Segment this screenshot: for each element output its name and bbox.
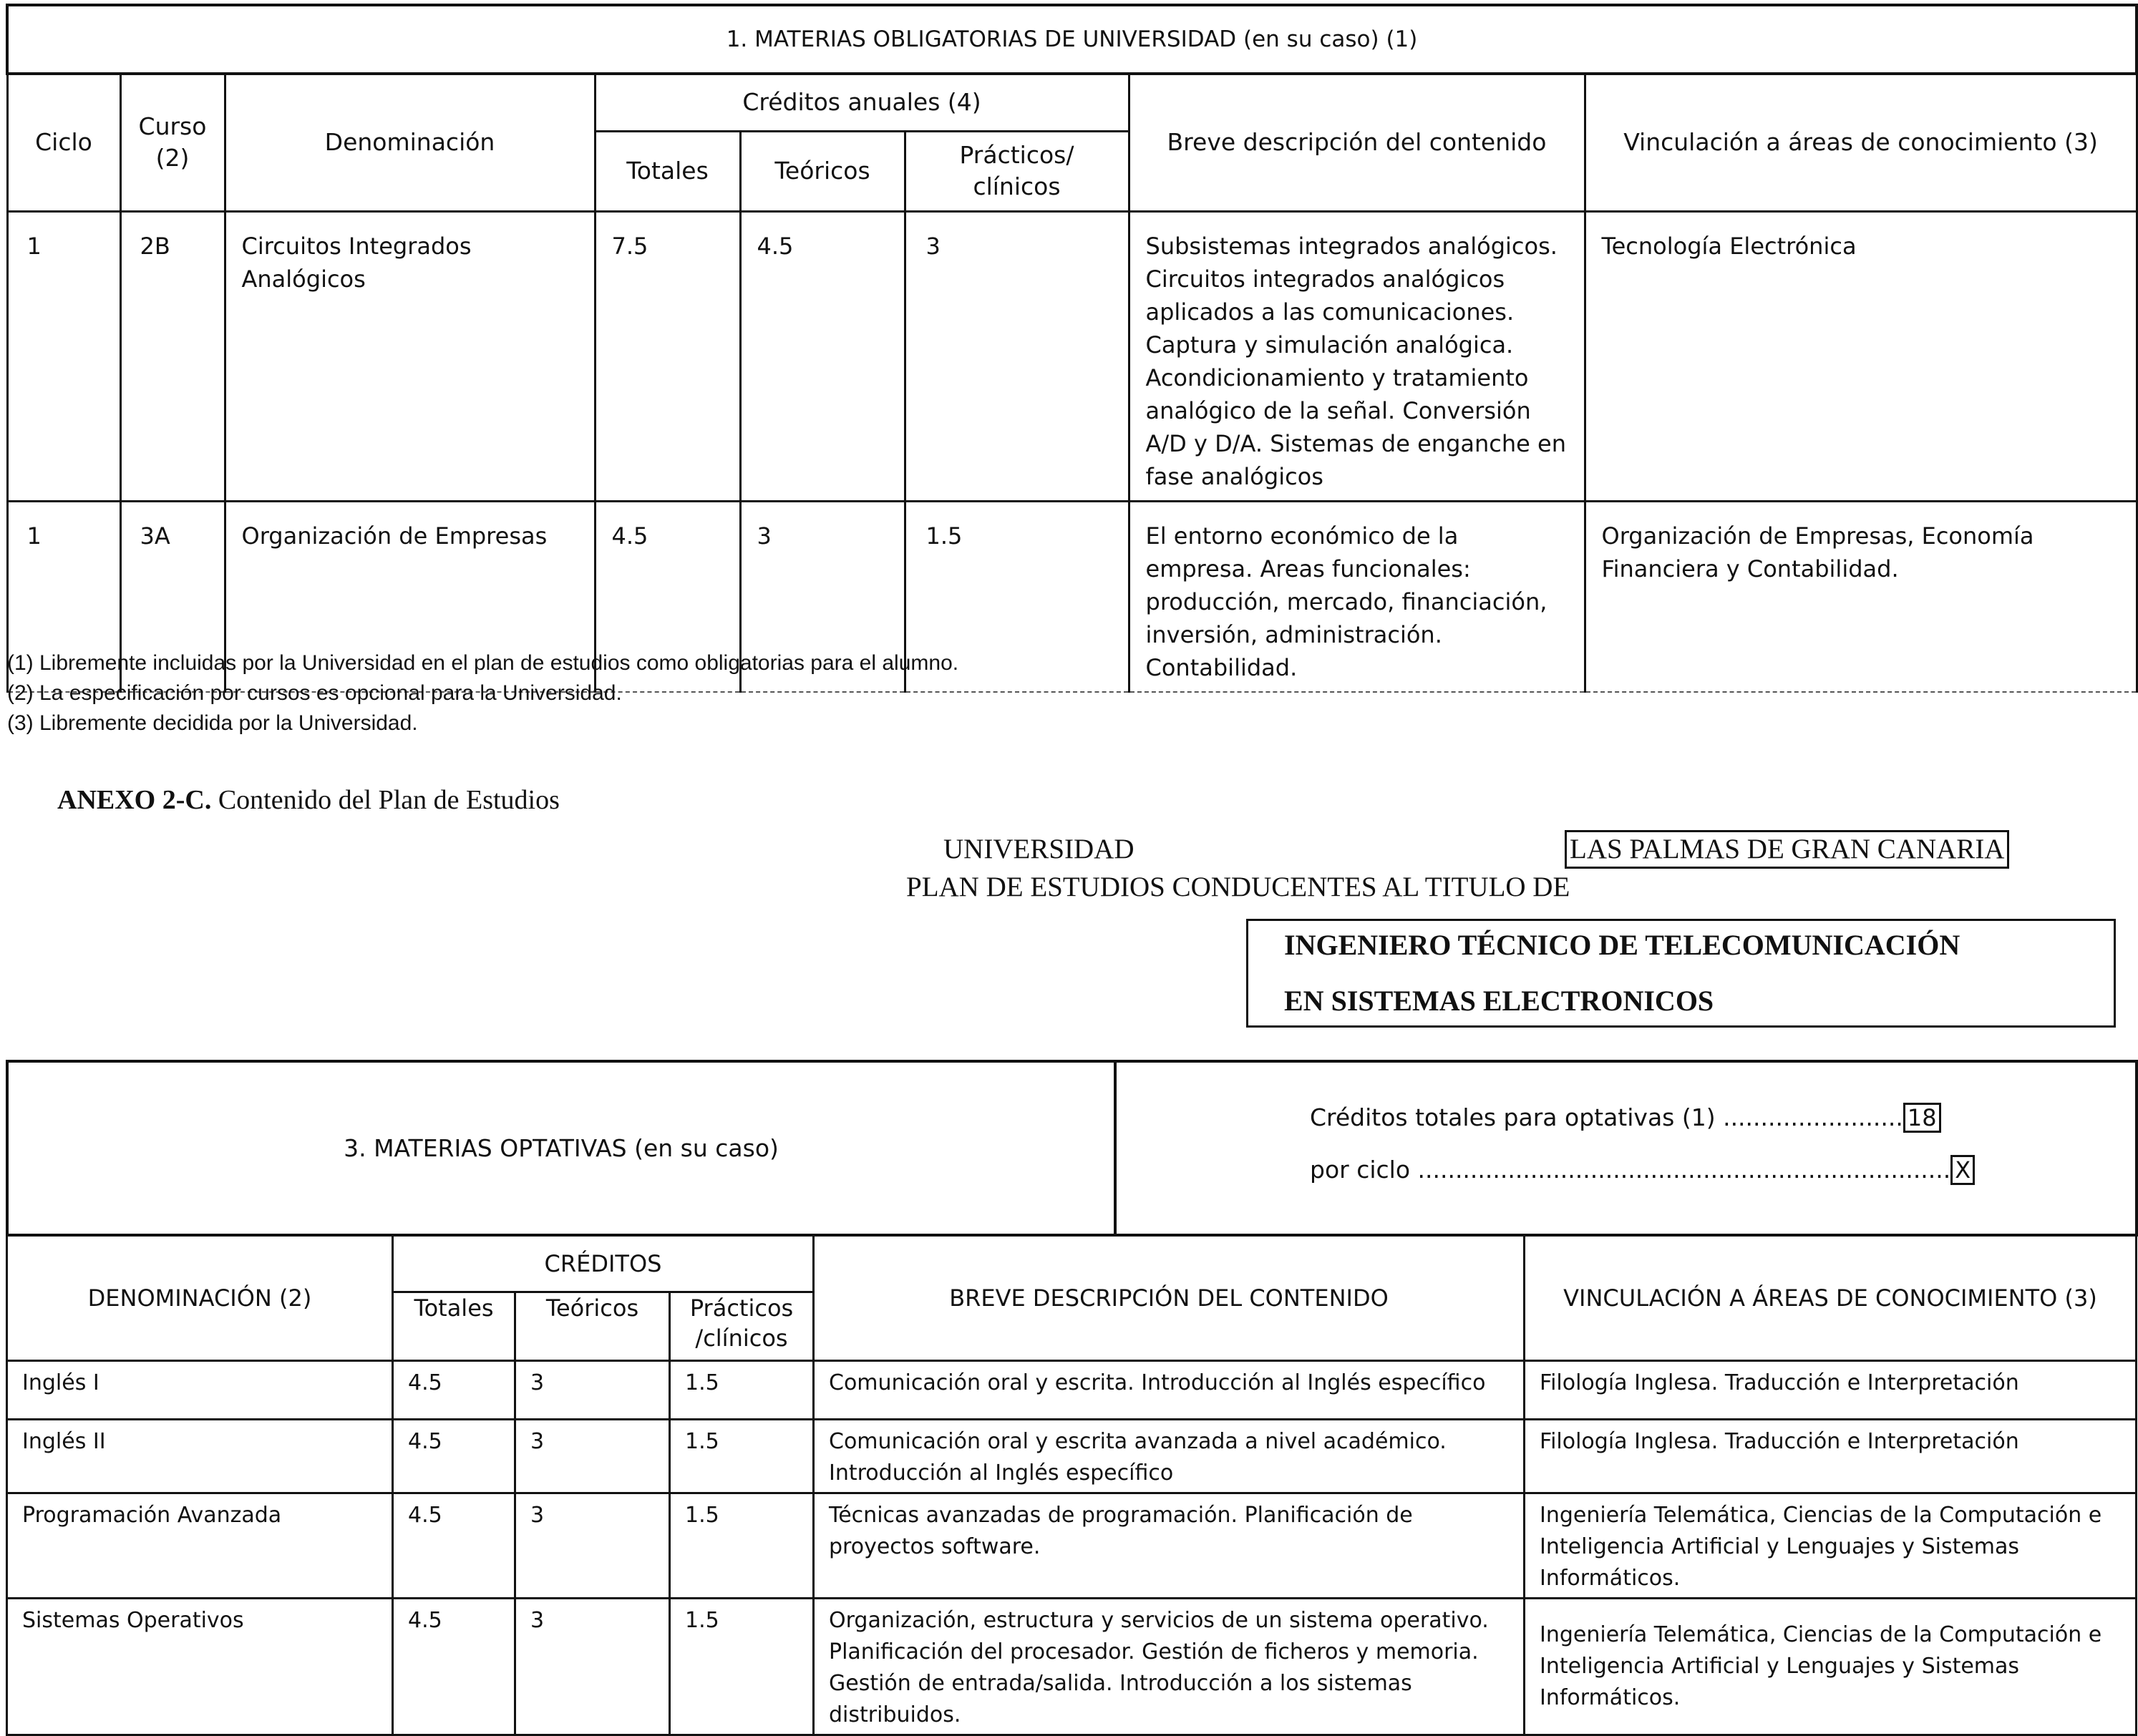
cell-vinculacion: Filología Inglesa. Traducción e Interpretación — [1525, 1361, 2137, 1420]
header-totales: Totales — [595, 131, 740, 211]
header-creditos-anuales: Créditos anuales (4) — [595, 74, 1129, 131]
header-vinculacion: VINCULACIÓN A ÁREAS DE CONOCIMIENTO (3) — [1525, 1235, 2137, 1361]
titulo-line2: EN SISTEMAS ELECTRONICOS — [1284, 985, 1714, 1017]
cell-totales: 7.5 — [595, 211, 740, 501]
cell-descripcion: Comunicación oral y escrita. Introducción al Inglés específico — [814, 1361, 1525, 1420]
header-curso-label: Curso — [138, 112, 207, 141]
header-teoricos: Teóricos — [515, 1292, 670, 1361]
optativas-title: 3. MATERIAS OPTATIVAS (en su caso) — [7, 1061, 1115, 1235]
header-practicos — [905, 131, 1129, 211]
cell-descripcion: El entorno económico de la empresa. Areas funcionales: producción, mercado, financiación, inversión, administración. Contabilidad. — [1129, 501, 1585, 692]
footnote-3: (3) Libremente decidida por la Universidad. — [7, 711, 418, 735]
header-descripcion: BREVE DESCRIPCIÓN DEL CONTENIDO — [814, 1235, 1525, 1361]
cell-ciclo: 1 — [7, 211, 120, 501]
materias-obligatorias-table — [6, 4, 2138, 693]
por-ciclo-label: por ciclo ....................................................................... — [1310, 1156, 1951, 1184]
cell-descripcion: Organización, estructura y servicios de un sistema operativo. Planificación del procesador. Gestión de ficheros y memoria. Gestión de entrada/salida. Introducción a los sistemas distribuidos. — [814, 1599, 1525, 1735]
cell-teoricos: 3 — [515, 1420, 670, 1493]
cell-practicos: 1.5 — [670, 1493, 814, 1599]
anexo-label: ANEXO 2-C. — [57, 785, 212, 815]
cell-denominacion: Circuitos Integrados Analógicos — [225, 211, 595, 501]
creditos-totales-label: Créditos totales para optativas (1) ........................ — [1310, 1103, 1903, 1131]
footnote-2: (2) La especificación por cursos es opcional para la Universidad. — [7, 681, 622, 705]
cell-practicos: 1.5 — [670, 1420, 814, 1493]
header-denominacion: DENOMINACIÓN (2) — [7, 1235, 393, 1361]
creditos-totales-value: 18 — [1903, 1103, 1941, 1133]
header-practicos-line2: /clínicos — [695, 1325, 788, 1352]
table-row — [7, 1361, 2137, 1420]
header-descripcion: Breve descripción del contenido — [1129, 74, 1585, 211]
cell-teoricos: 3 — [515, 1493, 670, 1599]
anexo-subtitle: Contenido del Plan de Estudios — [211, 785, 560, 815]
cell-vinculacion: Organización de Empresas, Economía Financiera y Contabilidad. — [1585, 501, 2137, 692]
header-curso-note: (2) — [155, 144, 190, 172]
cell-teoricos: 3 — [515, 1599, 670, 1735]
cell-denominacion: Inglés I — [7, 1361, 393, 1420]
cell-teoricos: 4.5 — [740, 211, 905, 501]
cell-descripcion: Subsistemas integrados analógicos. Circuitos integrados analógicos aplicados a las comunicaciones. Captura y simulación analógica. Acondicionamiento y tratamiento analógico de la señal. Conversión A/D y D/A. Sistemas de enganche en fase analógicos — [1129, 211, 1585, 501]
cell-denominacion: Sistemas Operativos — [7, 1599, 393, 1735]
universidad-label: UNIVERSIDAD — [943, 834, 1134, 864]
header-creditos: CRÉDITOS — [393, 1235, 814, 1292]
header-denominacion: Denominación — [225, 74, 595, 211]
header-teoricos: Teóricos — [740, 131, 905, 211]
cell-vinculacion: Filología Inglesa. Traducción e Interpretación — [1525, 1420, 2137, 1493]
titulo-line1: INGENIERO TÉCNICO DE TELECOMUNICACIÓN — [1284, 929, 1960, 961]
por-ciclo-value: X — [1950, 1155, 1975, 1185]
cell-totales: 4.5 — [393, 1493, 515, 1599]
optativas-header-table — [6, 1060, 2138, 1237]
cell-ciclo: 1 — [7, 501, 120, 692]
cell-vinculacion: Ingeniería Telemática, Ciencias de la Computación e Inteligencia Artificial y Lenguajes y Sistemas Informáticos. — [1525, 1493, 2137, 1599]
header-practicos-line2: clínicos — [973, 172, 1061, 200]
header-ciclo: Ciclo — [7, 74, 120, 211]
optativas-creditos-panel — [1115, 1061, 2137, 1235]
cell-teoricos: 3 — [515, 1361, 670, 1420]
cell-totales: 4.5 — [393, 1599, 515, 1735]
cell-vinculacion: Ingeniería Telemática, Ciencias de la Computación e Inteligencia Artificial y Lenguajes y Sistemas Informáticos. — [1525, 1599, 2137, 1735]
creditos-totales-line — [1310, 1103, 1941, 1133]
cell-denominacion: Programación Avanzada — [7, 1493, 393, 1599]
cell-descripcion: Comunicación oral y escrita avanzada a nivel académico. Introducción al Inglés específico — [814, 1420, 1525, 1493]
titulo-box — [1246, 919, 2116, 1028]
cell-practicos: 1.5 — [670, 1599, 814, 1735]
header-practicos-line1: Prácticos/ — [959, 141, 1074, 169]
cell-totales: 4.5 — [393, 1361, 515, 1420]
footnote-1: (1) Libremente incluidas por la Universidad en el plan de estudios como obligatorias para el alumno. — [7, 651, 959, 675]
cell-curso: 2B — [120, 211, 225, 501]
materias-optativas-table — [6, 1234, 2137, 1736]
header-curso — [120, 74, 225, 211]
plan-estudios-label: PLAN DE ESTUDIOS CONDUCENTES AL TITULO DE — [906, 872, 1570, 902]
cell-teoricos: 3 — [740, 501, 905, 692]
cell-vinculacion: Tecnología Electrónica — [1585, 211, 2137, 501]
cell-practicos: 3 — [905, 211, 1129, 501]
table-row — [7, 1493, 2137, 1599]
table-row — [7, 211, 2137, 501]
cell-denominacion: Organización de Empresas — [225, 501, 595, 692]
header-totales: Totales — [393, 1292, 515, 1361]
table-row — [7, 1599, 2137, 1735]
cell-denominacion: Inglés II — [7, 1420, 393, 1493]
por-ciclo-line — [1310, 1155, 1975, 1185]
header-practicos — [670, 1292, 814, 1361]
cell-totales: 4.5 — [393, 1420, 515, 1493]
cell-practicos: 1.5 — [670, 1361, 814, 1420]
cell-practicos: 1.5 — [905, 501, 1129, 692]
cell-curso: 3A — [120, 501, 225, 692]
cell-totales: 4.5 — [595, 501, 740, 692]
anexo-heading — [57, 784, 560, 816]
header-practicos-line1: Prácticos — [689, 1294, 794, 1322]
cell-descripcion: Técnicas avanzadas de programación. Planificación de proyectos software. — [814, 1493, 1525, 1599]
table1-title: 1. MATERIAS OBLIGATORIAS DE UNIVERSIDAD (en su caso) (1) — [7, 5, 2137, 74]
header-vinculacion: Vinculación a áreas de conocimiento (3) — [1585, 74, 2137, 211]
table-row — [7, 1420, 2137, 1493]
universidad-value: LAS PALMAS DE GRAN CANARIA — [1565, 830, 2009, 869]
